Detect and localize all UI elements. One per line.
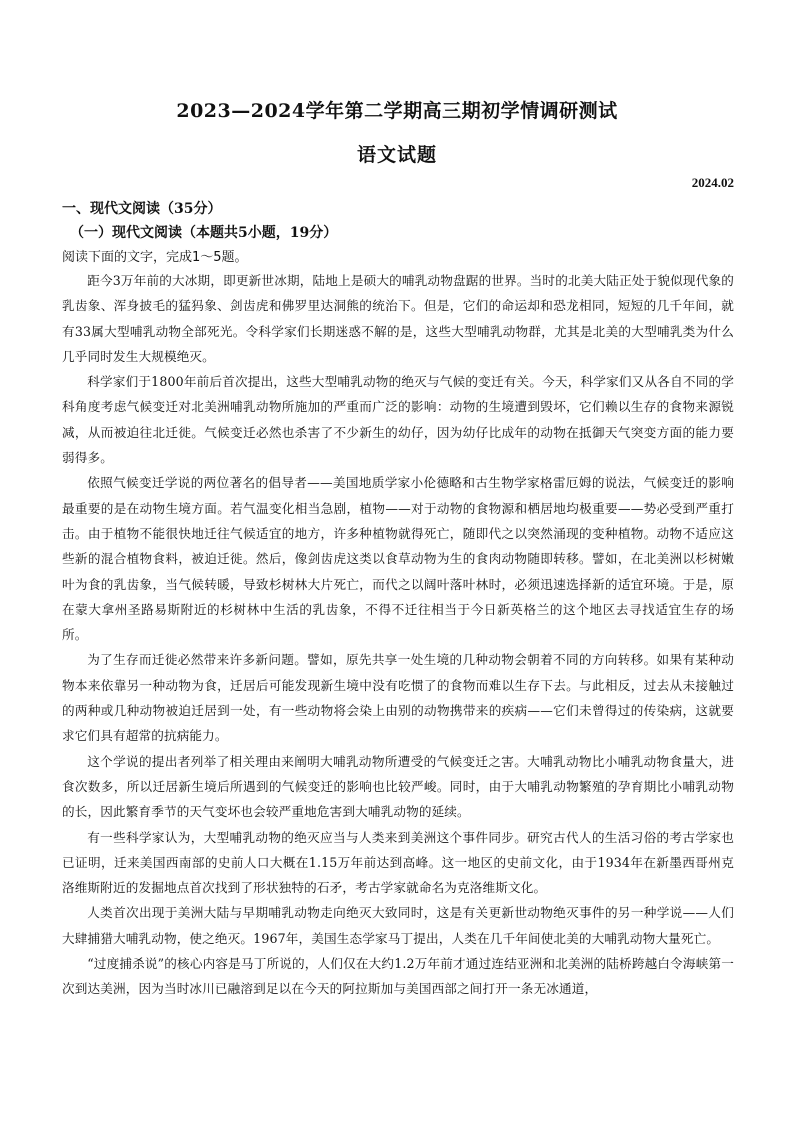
passage-paragraph: 科学家们于1800年前后首次提出，这些大型哺乳动物的绝灭与气候的变迁有关。今天，科学家们又从各自不同的学科角度考虑气候变迁对北美洲哺乳动物所施加的严重而广泛的影响：动物的生境遭到毁坏，它们赖以生存的食物来源锐减，从而被迫往北迁徙。气候变迁必然也杀害了不少新生的幼仔，因为幼仔比成年的动物在抵御天气突变方面的能力要弱得多。 <box>62 374 734 466</box>
passage-paragraph: “过度捕杀说”的核心内容是马丁所说的，人们仅在大约1.2万年前才通过连结亚洲和北美洲的陆桥跨越白令海峡第一次到达美洲，因为当时冰川已融溶到足以在今天的阿拉斯加与美国西部之间打开一条无冰通道， <box>62 956 734 997</box>
passage-paragraph: 距今3万年前的大冰期，即更新世冰期，陆地上是硕大的哺乳动物盘踞的世界。当时的北美大陆正处于貌似现代象的乳齿象、浑身披毛的猛犸象、剑齿虎和佛罗里达洞熊的统治下。但是，它们的命运却和恐龙相同，短短的几千年间，就有33属大型哺乳动物全部死光。令科学家们长期迷惑不解的是，这些大型哺乳动物群，尤其是北美的大型哺乳类为什么几乎同时发生大规模绝灭。 <box>62 273 734 364</box>
exam-date: 2024.02 <box>691 175 734 190</box>
passage-paragraph: 为了生存而迁徙必然带来许多新问题。譬如，原先共享一处生境的几种动物会朝着不同的方向转移。如果有某种动物本来依靠另一种动物为食，迁居后可能发现新生境中没有吃惯了的食物而难以生存下去。与此相反，过去从未接触过的两种或几种动物被迫迁居到一处，有一些动物将会染上由别的动物携带来的疾病——它们未曾得过的传染病，这就要求它们具有超常的抗病能力。 <box>62 652 734 744</box>
subject-title: 语文试题 <box>356 144 437 166</box>
section-heading: 一、现代文阅读（35分） <box>62 201 222 217</box>
passage-paragraph: 有一些科学家认为，大型哺乳动物的绝灭应当与人类来到美洲这个事件同步。研究古代人的生活习俗的考古学家也已证明，迁来美国西南部的史前人口大概在1.15万年前达到高峰。这一地区的史前文化，由于1934年在新墨西哥州克洛维斯附近的发掘地点首次找到了形状独特的石矛，考古学家就命名为克洛维斯文化。 <box>62 829 734 896</box>
passage-paragraph: 这个学说的提出者列举了相关理由来阐明大哺乳动物所遭受的气候变迁之害。大哺乳动物比小哺乳动物食量大，进食次数多，所以迁居新生境后所遇到的气候变迁的影响也比较严峻。同时，由于大哺乳动物繁殖的孕育期比小哺乳动物的长，因此繁育季节的天气变坏也会较严重地危害到大哺乳动物的延续。 <box>62 753 734 820</box>
reading-instruction: 阅读下面的文字，完成1～5题。 <box>62 250 248 265</box>
passage-paragraph: 依照气候变迁学说的两位著名的倡导者——美国地质学家小伦德略和古生物学家格雷厄姆的说法，气候变迁的影响最重要的是在动物生境方面。若气温变化相当急剧，植物——对于动物的食物源和栖居地均极重要——势必受到严重打击。由于植物不能很快地迁往气候适宜的地方，许多种植物就得死亡，随即代之以突然涌现的变种植物。动物不适应这些新的混合植物食料，被迫迁徙。然后，像剑齿虎这类以食草动物为生的食肉动物随即转移。譬如，在北美洲以杉树嫩叶为食的乳齿象，当气候转暖，导致杉树林大片死亡，而代之以阔叶落叶林时，必须迅速选择新的适宜环境。于是，原在蒙大拿州圣路易斯附近的杉树林中生活的乳齿象，不得不迁往相当于今日新英格兰的这个地区去寻找适宜生存的场所。 <box>62 475 734 643</box>
subsection-heading: （一）现代文阅读（本题共5小题，19分） <box>70 225 338 241</box>
reading-passage <box>62 268 734 1002</box>
passage-paragraph: 人类首次出现于美洲大陆与早期哺乳动物走向绝灭大致同时，这是有关更新世动物绝灭事件的另一种学说——人们大肆捕猎大哺乳动物，使之绝灭。1967年，美国生态学家马丁提出，人类在几千年间使北美的大哺乳动物大量死亡。 <box>62 905 734 946</box>
exam-title: 2023—2024学年第二学期高三期初学情调研测试 <box>176 100 618 122</box>
